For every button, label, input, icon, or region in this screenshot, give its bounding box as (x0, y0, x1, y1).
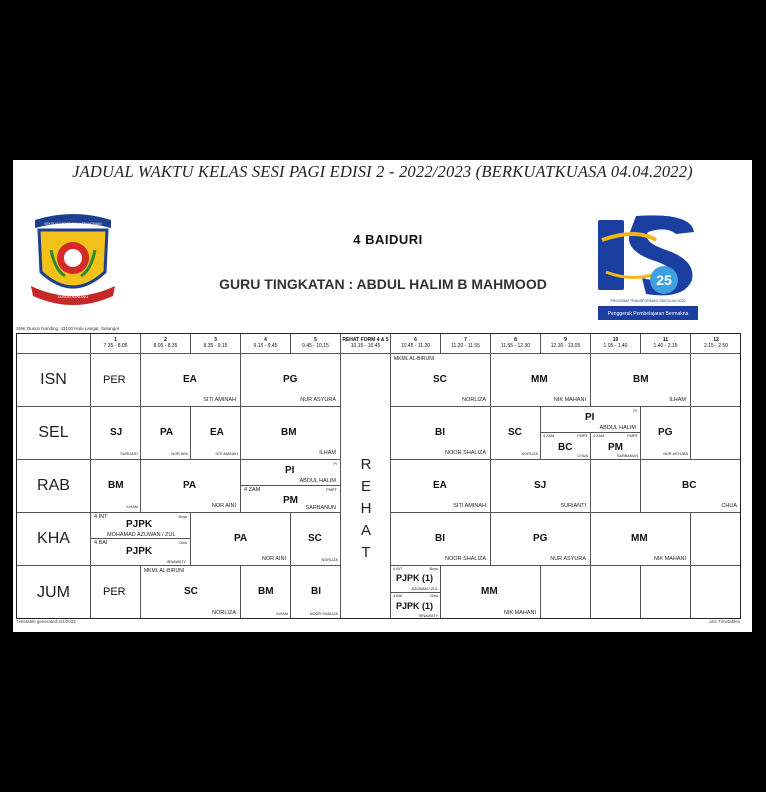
class-name: 4 BAIDURI (353, 232, 423, 247)
period-header: 7 11.20 - 11.55 (440, 333, 490, 353)
empty-cell (640, 565, 690, 619)
period-header: 6 10.45 - 11.20 (390, 333, 440, 353)
period-header: 12 2.15 - 2.50 (690, 333, 741, 353)
empty-cell (590, 459, 640, 512)
period-header: 3 8.35 - 9.15 (190, 333, 240, 353)
rehat-letter: H (360, 500, 372, 517)
lesson-cell: BM ILHAM (240, 565, 290, 619)
empty-cell (690, 512, 741, 565)
crest-bottom-text: DUSUN NANDING (57, 295, 89, 299)
school-crest-logo (25, 210, 121, 310)
lesson-cell: BM ILHAM (590, 353, 690, 406)
day-jum: JUM (16, 565, 90, 619)
logo-number: 25 (656, 272, 672, 288)
program-2025-logo (596, 210, 700, 322)
lesson-cell: EA SITI AMINAH (140, 353, 240, 406)
lesson-cell: 4 ZAM PMRT PM SARBANUN (590, 432, 640, 459)
lesson-cell: BM ILHAM (240, 406, 340, 459)
rehat-letter: R (360, 456, 372, 473)
day-sel: SEL (16, 406, 90, 459)
header-corner (16, 333, 90, 353)
period-header: 9 12.30 - 13.05 (540, 333, 590, 353)
timetable-sheet (13, 160, 752, 632)
lesson-cell: SJ SURIANTI (90, 406, 140, 459)
lesson-cell: PG NUR ASYURA (240, 353, 340, 406)
lesson-cell: PER (90, 353, 140, 406)
lesson-cell: 4 ZAM PMRT PM SARBANUN (240, 485, 340, 512)
empty-cell (590, 565, 640, 619)
lesson-cell: BI NOOR SHALIZA (290, 565, 340, 619)
lesson-cell: PI PI ABDUL HALIM (540, 406, 640, 432)
footer-generated: Timetable generated:2/4/2022 (16, 619, 76, 624)
lesson-cell: PA NOR AINI (190, 512, 290, 565)
lesson-cell: PG NUR ASYURA (640, 406, 690, 459)
lesson-cell: MKML AL-BIRUNI SC NORLIZA (390, 353, 490, 406)
lesson-cell: MKML AL-BIRUNI SC NORLIZA (140, 565, 240, 619)
logo-tagline: Penggerak Pembelajaran Bermakna (607, 311, 689, 317)
lesson-cell: 4 ZAM PMRT BC CHUA (540, 432, 590, 459)
lesson-cell: EA SITI AMINAH (190, 406, 240, 459)
period-header: 2 8.05 - 8.35 (140, 333, 190, 353)
empty-cell (690, 565, 741, 619)
rehat-letter: E (360, 478, 371, 495)
lesson-cell: MM NIK MAHANI (590, 512, 690, 565)
school-address: SMK Dusun Nanding, 43100 Hulu Langat, Selangor (16, 326, 120, 331)
timetable-grid (13, 333, 752, 619)
lesson-cell: MM NIK MAHANI (490, 353, 590, 406)
page-title: JADUAL WAKTU KELAS SESI PAGI EDISI 2 - 2022/2023 (BERKUATKUASA 04.04.2022) (72, 162, 693, 181)
lesson-cell: MM NIK MAHANI (440, 565, 540, 619)
lesson-cell: PER (90, 565, 140, 619)
lesson-cell: BC CHUA (640, 459, 741, 512)
lesson-cell: 4 BAI Girls PJPK IRNAWATY (90, 538, 190, 565)
lesson-cell: 4 INT Boys PJPK (1) AZUWAN / ZUL (390, 565, 440, 592)
logo-caption: PROGRAM TRANSFORMASI SEKOLAH 2025 (610, 299, 686, 303)
rehat-header: REHAT FORM 4 & 5 10.15 - 10.45 (340, 333, 390, 353)
lesson-cell: SC NORLIZA (490, 406, 540, 459)
rehat-letter: A (360, 522, 371, 539)
rehat-letter: T (361, 544, 371, 561)
lesson-cell: PI PI ABDUL HALIM (240, 459, 340, 485)
empty-cell (540, 565, 590, 619)
lesson-cell: PG NUR ASYURA (490, 512, 590, 565)
lesson-cell: 4 BAI Girls PJPK (1) IRNAWATY (390, 592, 440, 619)
lesson-cell: PA NOR AINI (140, 406, 190, 459)
empty-cell (690, 353, 741, 406)
period-header: 10 1.05 - 1.40 (590, 333, 640, 353)
lesson-cell: PA NOR AINI (140, 459, 240, 512)
rehat-column (340, 353, 390, 619)
period-header: 8 11.55 - 12.30 (490, 333, 540, 353)
lesson-cell: BM ILHAM (90, 459, 140, 512)
empty-cell (690, 406, 741, 459)
crest-top-text: SEKOLAH MENENGAH KEBANGSAAN (44, 222, 102, 226)
period-header: 1 7.35 - 8.05 (90, 333, 140, 353)
lesson-cell: 4 INT Boys PJPK MOHAMAD AZUWAN / ZUL (90, 512, 190, 538)
period-header: 4 9.15 - 9.45 (240, 333, 290, 353)
day-isn: ISN (16, 353, 90, 406)
day-rab: RAB (16, 459, 90, 512)
lesson-cell: BI NOOR SHALIZA (390, 512, 490, 565)
period-header: 5 9.45 - 10.15 (290, 333, 340, 353)
lesson-cell: BI NOOR SHALIZA (390, 406, 490, 459)
form-teacher: GURU TINGKATAN : ABDUL HALIM B MAHMOOD (219, 276, 547, 292)
day-kha: KHA (16, 512, 90, 565)
lesson-cell: SC NORLIZA (290, 512, 340, 565)
period-header: 11 1.40 - 2.15 (640, 333, 690, 353)
footer-brand: aSc Timetables (709, 619, 740, 624)
lesson-cell: SJ SURIANTI (490, 459, 590, 512)
lesson-cell: EA SITI AMINAH (390, 459, 490, 512)
rehat-label (356, 454, 376, 564)
